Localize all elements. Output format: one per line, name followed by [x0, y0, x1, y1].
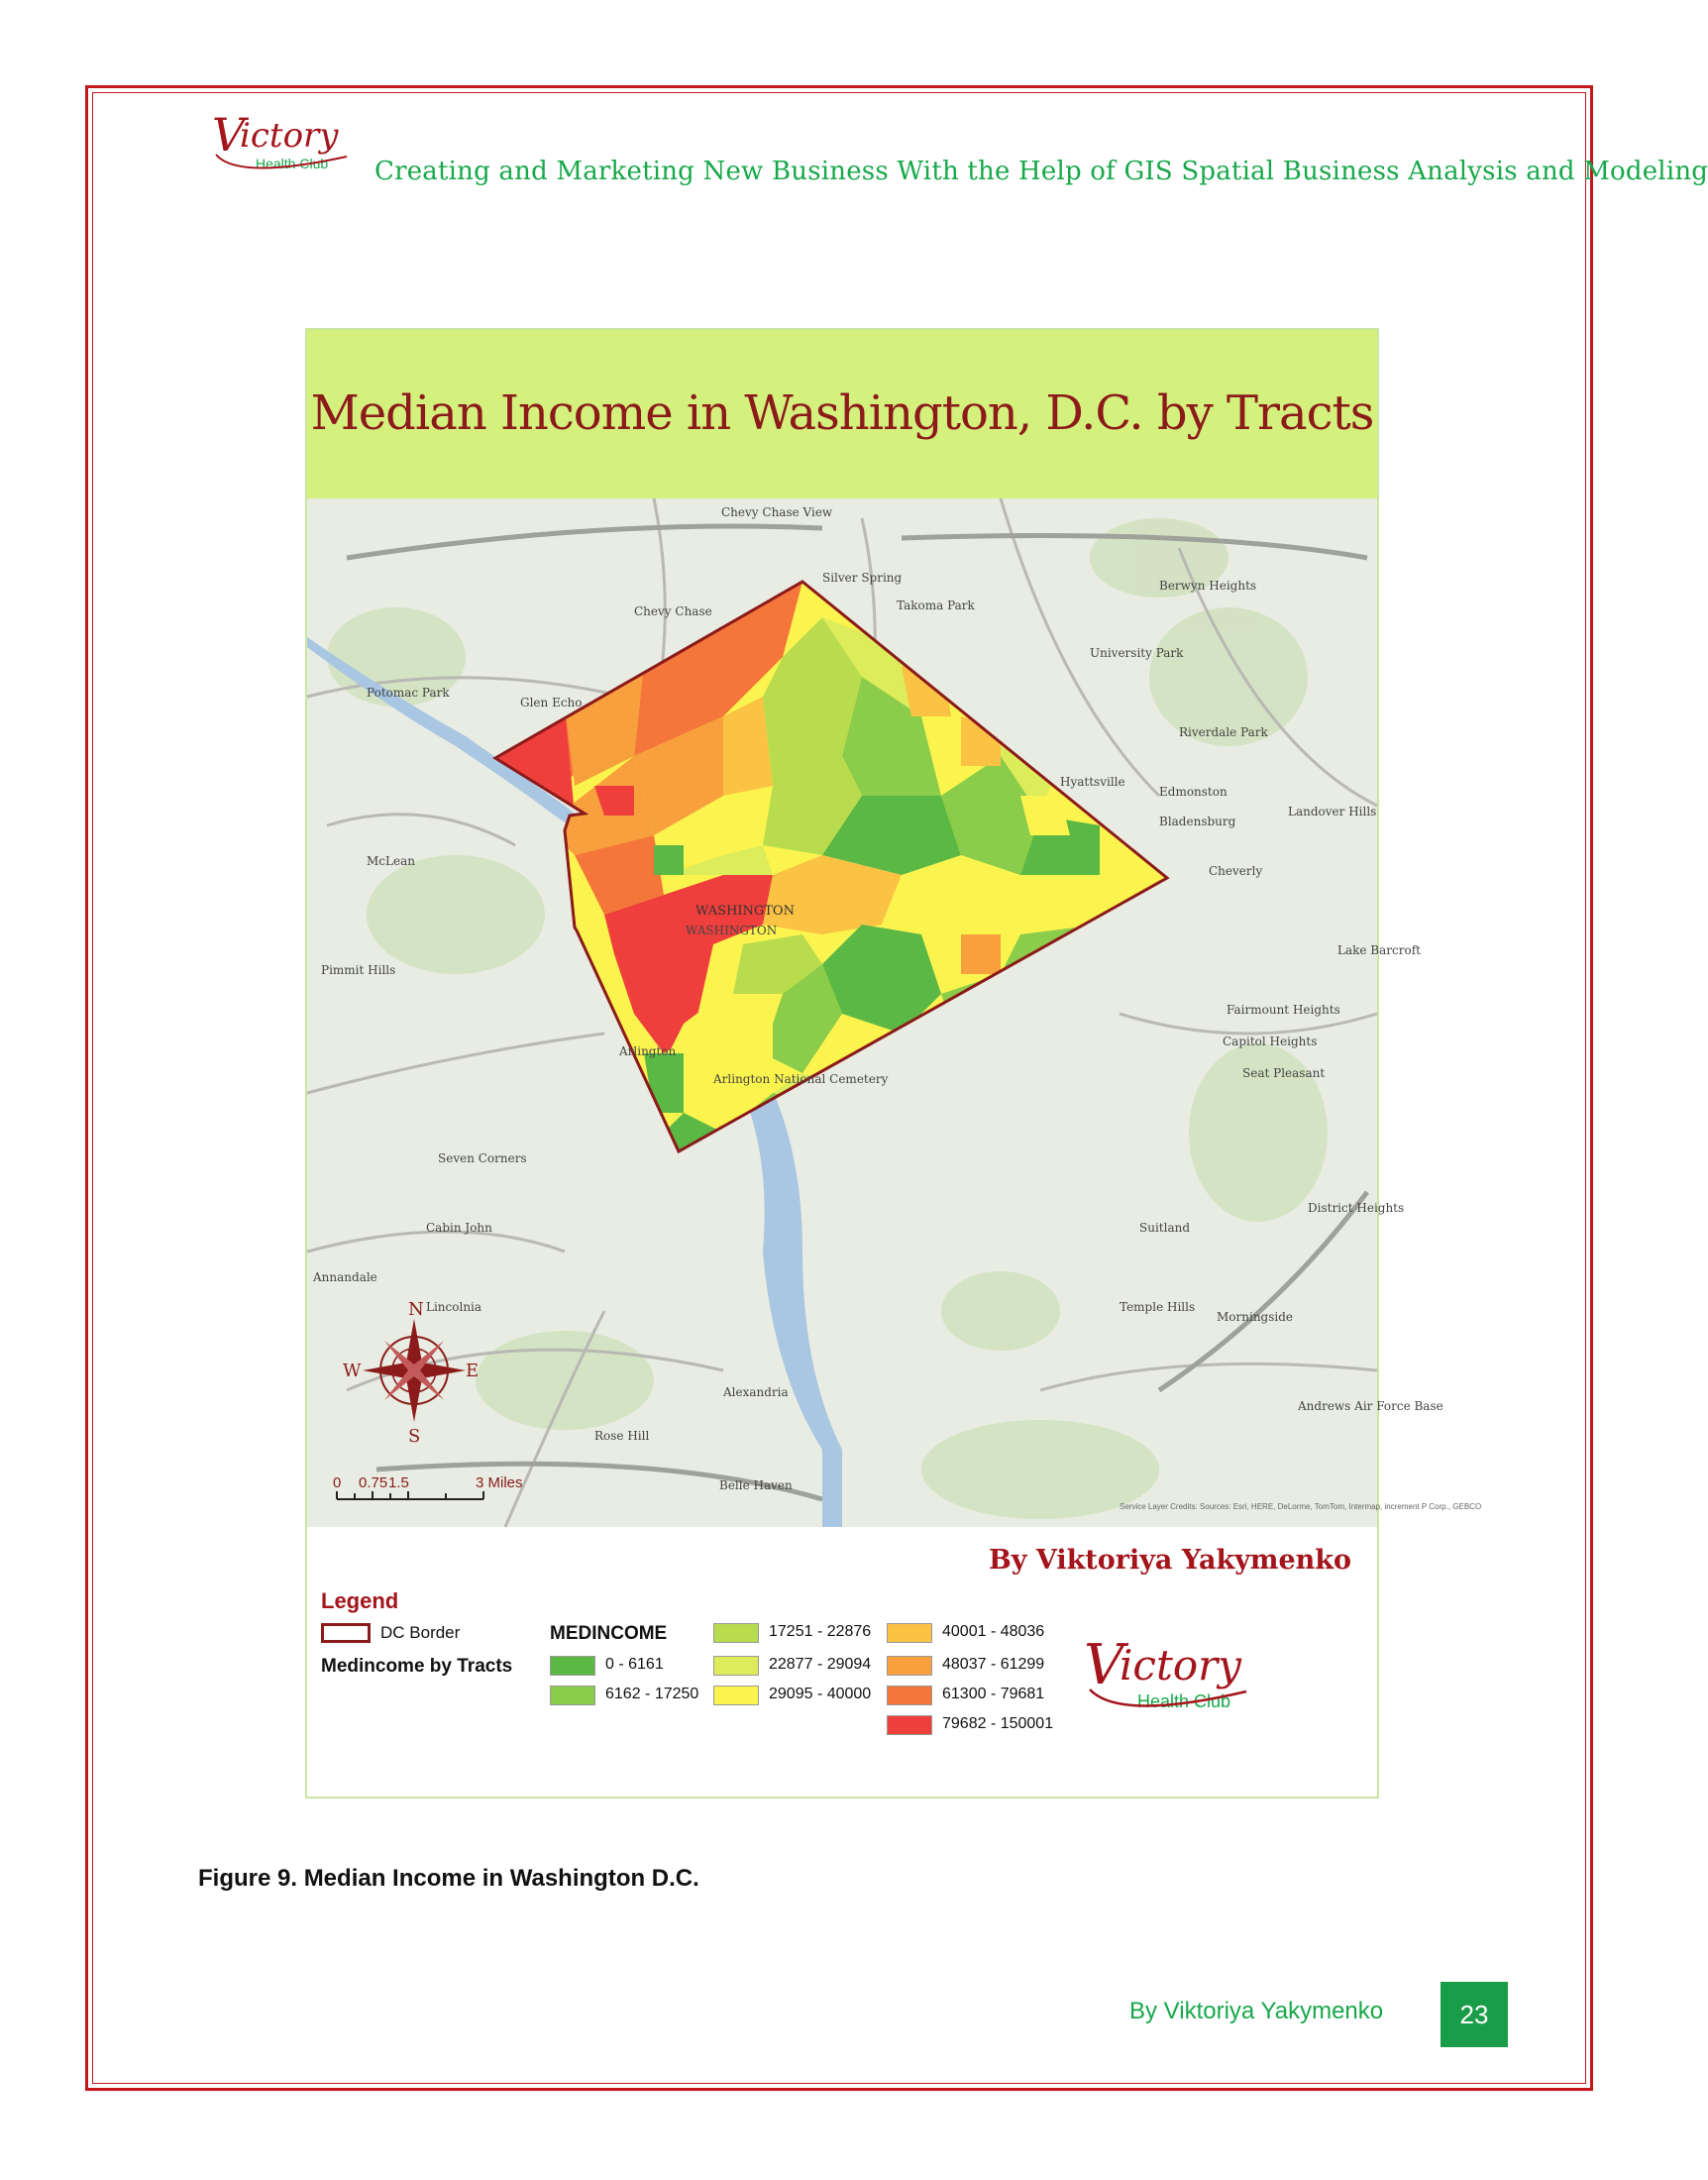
place-label: University Park	[1090, 646, 1184, 660]
place-label: Arlington National Cemetery	[713, 1072, 889, 1086]
legend-title: Legend	[321, 1588, 399, 1613]
legend-class-swatch	[550, 1686, 595, 1705]
footer-author: By Viktoriya Yakymenko	[1129, 1998, 1384, 2024]
header-logo-text: ictory	[240, 116, 339, 156]
legend-class-label: 48037 - 61299	[942, 1656, 1045, 1673]
place-label: Berwyn Heights	[1159, 579, 1257, 593]
compass-e: E	[466, 1361, 480, 1381]
place-label: Arlington	[619, 1044, 677, 1058]
place-label: District Heights	[1308, 1201, 1405, 1215]
place-label: Annandale	[313, 1270, 377, 1284]
map-attribution: Service Layer Credits: Sources: Esri, HERE, DeLorme, TomTom, Intermap, increment P Corp., GEBCO	[1120, 1502, 1482, 1511]
legend-class-swatch	[887, 1686, 932, 1705]
svg-text:V: V	[212, 108, 246, 162]
legend-class-swatch	[713, 1686, 759, 1705]
legend-class-label: 22877 - 29094	[769, 1656, 872, 1673]
page-number: 23	[1441, 1982, 1508, 2047]
place-label: Morningside	[1217, 1310, 1294, 1324]
legend-logo	[1080, 1630, 1278, 1729]
place-label: Potomac Park	[367, 686, 450, 700]
layer-label: Medincome by Tracts	[321, 1656, 513, 1677]
place-label: Rose Hill	[594, 1429, 650, 1443]
place-label: Belle Haven	[719, 1478, 793, 1492]
scale-label-0: 0	[333, 1474, 342, 1491]
place-label: Hyattsville	[1060, 775, 1125, 789]
figure-title-band	[307, 330, 1377, 498]
place-label: Glen Echo	[520, 696, 583, 709]
place-label: WASHINGTON	[686, 924, 778, 937]
legend-logo-text: ictory	[1120, 1641, 1241, 1690]
header-logo	[208, 107, 376, 186]
legend-logo-subtext: Health Club	[1137, 1691, 1231, 1711]
legend-class-label: 79682 - 150001	[942, 1715, 1054, 1732]
place-label: Andrews Air Force Base	[1298, 1399, 1443, 1413]
place-label: Bladensburg	[1159, 815, 1236, 828]
header-title: Creating and Marketing New Business With the Help of GIS Spatial Business Analysis and Modeling	[374, 157, 1708, 186]
place-label: Cheverly	[1209, 864, 1263, 878]
place-label: Lincolnia	[426, 1300, 482, 1314]
place-label: Chevy Chase	[634, 604, 712, 618]
place-label: Cabin John	[426, 1221, 492, 1235]
legend-class-label: 40001 - 48036	[942, 1623, 1045, 1640]
place-label: Alexandria	[723, 1385, 789, 1399]
place-label: Takoma Park	[897, 599, 975, 612]
label-washington: WASHINGTON	[695, 904, 795, 919]
field-label: MEDINCOME	[550, 1623, 668, 1644]
legend-class-swatch	[887, 1656, 932, 1676]
scale-label-15: 1.5	[388, 1474, 409, 1491]
map-area[interactable]	[307, 498, 1482, 1527]
place-label: Landover Hills	[1288, 805, 1377, 818]
scale-label-075: 0.75	[359, 1474, 388, 1491]
legend-class-swatch	[713, 1623, 759, 1643]
header-logo-subtext: Health Club	[256, 156, 329, 171]
place-label: Capitol Heights	[1223, 1035, 1318, 1048]
legend-class-swatch	[713, 1656, 759, 1676]
figure-caption: Figure 9. Median Income in Washington D.C.	[198, 1865, 699, 1892]
place-label: Temple Hills	[1120, 1300, 1196, 1314]
legend-class-swatch	[887, 1623, 932, 1643]
dc-border-label: DC Border	[380, 1623, 461, 1642]
scale-label-3: 3 Miles	[476, 1474, 523, 1491]
legend-class-swatch	[550, 1656, 595, 1676]
legend-class-label: 17251 - 22876	[769, 1623, 872, 1640]
legend-panel	[307, 1527, 1377, 1798]
place-label: Edmonston	[1159, 785, 1228, 799]
legend-class-label: 0 - 6161	[605, 1656, 664, 1673]
map-figure	[305, 328, 1482, 1798]
place-label: Fairmount Heights	[1227, 1003, 1340, 1017]
place-label: Riverdale Park	[1179, 725, 1268, 739]
legend-class-label: 29095 - 40000	[769, 1686, 872, 1702]
place-label: Chevy Chase View	[721, 505, 833, 519]
compass-n: N	[408, 1299, 424, 1320]
place-label: Seat Pleasant	[1242, 1066, 1326, 1080]
legend-class-label: 6162 - 17250	[605, 1686, 699, 1702]
compass-w: W	[343, 1361, 362, 1381]
place-label: Silver Spring	[822, 571, 903, 585]
place-label: Suitland	[1139, 1221, 1191, 1235]
place-label: McLean	[367, 854, 415, 868]
place-label: Seven Corners	[438, 1151, 527, 1165]
figure-title: Median Income in Washington, D.C. by Tracts	[310, 385, 1374, 441]
dc-border-swatch	[321, 1623, 371, 1643]
place-label: Pimmit Hills	[321, 963, 396, 977]
place-label: Lake Barcroft	[1337, 943, 1421, 957]
legend-class-swatch	[887, 1715, 932, 1735]
compass-s: S	[408, 1426, 421, 1447]
legend-class-label: 61300 - 79681	[942, 1686, 1045, 1702]
author-credit: By Viktoriya Yakymenko	[988, 1545, 1351, 1576]
svg-text:V: V	[1084, 1633, 1124, 1697]
